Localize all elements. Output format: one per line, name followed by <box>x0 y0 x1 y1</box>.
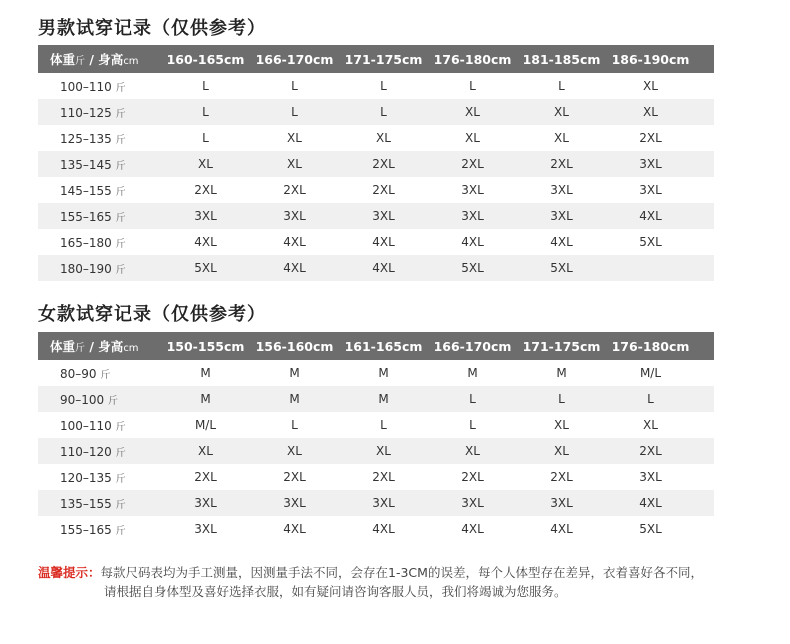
size-cell: 5XL <box>639 522 662 536</box>
header-height-range: 160-165cm <box>166 51 245 67</box>
row-weight-unit: 斤 <box>115 238 126 250</box>
row-weight-range: 100–110 <box>60 418 112 433</box>
size-cell: L <box>380 105 387 119</box>
size-cell: M <box>378 366 389 380</box>
size-cell: 5XL <box>194 261 217 275</box>
size-cell: 2XL <box>372 183 395 197</box>
header-height-range: 166-170cm <box>255 51 334 67</box>
size-cell: M <box>200 392 211 406</box>
row-weight <box>38 105 161 120</box>
header-height-unit: cm <box>123 56 139 67</box>
table-row <box>38 386 714 412</box>
row-weight-range: 110–125 <box>60 105 112 120</box>
size-cell: 4XL <box>550 522 573 536</box>
header-height-range: 186-190cm <box>611 51 690 67</box>
size-cell: XL <box>287 131 302 145</box>
row-weight <box>38 157 161 172</box>
size-cell: 2XL <box>372 470 395 484</box>
size-cell: 3XL <box>639 183 662 197</box>
row-weight-range: 155–165 <box>60 209 112 224</box>
size-cell: 5XL <box>639 235 662 249</box>
row-weight <box>38 496 161 511</box>
size-cell: L <box>202 79 209 93</box>
size-cell: L <box>202 105 209 119</box>
row-weight-range: 80–90 <box>60 366 97 381</box>
size-cell: 2XL <box>283 470 306 484</box>
size-cell: XL <box>465 105 480 119</box>
size-cell: 4XL <box>461 522 484 536</box>
size-cell: 3XL <box>194 209 217 223</box>
header-height-range: 161-165cm <box>344 338 423 354</box>
row-weight-range: 110–120 <box>60 444 112 459</box>
women-table-title: 女款试穿记录（仅供参考） <box>38 304 266 325</box>
size-cell: 4XL <box>283 261 306 275</box>
size-cell: 3XL <box>639 470 662 484</box>
size-cell: L <box>558 392 565 406</box>
size-cell: 3XL <box>461 209 484 223</box>
size-cell: 4XL <box>283 522 306 536</box>
row-weight-range: 180–190 <box>60 261 112 276</box>
row-weight <box>38 444 161 459</box>
size-cell: L <box>291 105 298 119</box>
row-weight <box>38 522 161 537</box>
women-size-table <box>38 332 714 542</box>
size-cell: XL <box>554 105 569 119</box>
size-cell: 4XL <box>461 235 484 249</box>
size-cell: M <box>378 392 389 406</box>
size-cell: 3XL <box>550 496 573 510</box>
size-cell: 3XL <box>639 157 662 171</box>
tip-line-1: 每款尺码表均为手工测量，因测量手法不同，会存在1-3CM的误差，每个人体型存在差异，衣着喜好各不同， <box>100 565 703 580</box>
size-cell: M <box>200 366 211 380</box>
header-weight-height <box>38 337 161 355</box>
row-weight-unit: 斤 <box>115 447 126 459</box>
size-cell: 3XL <box>283 496 306 510</box>
size-cell: 2XL <box>372 157 395 171</box>
table-row <box>38 99 714 125</box>
header-weight-height <box>38 50 161 68</box>
row-weight-unit: 斤 <box>115 212 126 224</box>
row-weight-unit: 斤 <box>115 264 126 276</box>
size-cell: 4XL <box>194 235 217 249</box>
header-separator: / <box>85 339 99 354</box>
size-cell: XL <box>554 131 569 145</box>
men-size-table <box>38 45 714 281</box>
header-height-range: 150-155cm <box>166 338 245 354</box>
size-cell: XL <box>465 131 480 145</box>
size-cell: 2XL <box>461 470 484 484</box>
size-cell: 2XL <box>194 183 217 197</box>
size-cell: L <box>291 79 298 93</box>
size-cell: 4XL <box>639 496 662 510</box>
size-cell: XL <box>643 105 658 119</box>
size-cell: XL <box>643 418 658 432</box>
size-cell: XL <box>554 444 569 458</box>
row-weight <box>38 418 161 433</box>
size-cell: L <box>469 418 476 432</box>
table-header-row <box>38 45 714 73</box>
table-row <box>38 438 714 464</box>
table-row <box>38 464 714 490</box>
row-weight-range: 100–110 <box>60 79 112 94</box>
row-weight-unit: 斤 <box>100 369 111 381</box>
table-row <box>38 412 714 438</box>
row-weight-unit: 斤 <box>108 395 119 407</box>
size-cell: 3XL <box>283 209 306 223</box>
row-weight-unit: 斤 <box>115 160 126 172</box>
row-weight <box>38 209 161 224</box>
row-weight-range: 155–165 <box>60 522 112 537</box>
header-height-range: 176-180cm <box>433 51 512 67</box>
size-cell: L <box>647 392 654 406</box>
header-weight-unit: 斤 <box>75 56 86 67</box>
size-cell: L <box>291 418 298 432</box>
size-cell: 2XL <box>639 444 662 458</box>
size-cell: XL <box>376 444 391 458</box>
header-height-range: 176-180cm <box>611 338 690 354</box>
size-cell: 3XL <box>461 496 484 510</box>
size-cell: 4XL <box>372 522 395 536</box>
header-separator: / <box>85 52 99 67</box>
size-cell: L <box>202 131 209 145</box>
table-row <box>38 516 714 542</box>
size-cell: XL <box>376 131 391 145</box>
row-weight-unit: 斤 <box>115 108 126 120</box>
size-cell: 4XL <box>372 261 395 275</box>
row-weight <box>38 131 161 146</box>
row-weight-unit: 斤 <box>115 134 126 146</box>
size-cell: 5XL <box>550 261 573 275</box>
size-cell: L <box>469 79 476 93</box>
row-weight-unit: 斤 <box>115 525 126 537</box>
row-weight-unit: 斤 <box>115 421 126 433</box>
size-cell: 2XL <box>283 183 306 197</box>
size-cell: M <box>289 392 300 406</box>
size-cell: 2XL <box>461 157 484 171</box>
header-weight-unit: 斤 <box>75 343 86 354</box>
header-height-label: 身高 <box>98 52 124 67</box>
row-weight-unit: 斤 <box>115 186 126 198</box>
size-cell: XL <box>554 418 569 432</box>
size-cell: 2XL <box>550 157 573 171</box>
size-cell: 2XL <box>550 470 573 484</box>
row-weight <box>38 366 161 381</box>
size-cell: 3XL <box>550 183 573 197</box>
header-height-range: 171-175cm <box>344 51 423 67</box>
table-row <box>38 255 714 281</box>
size-cell: 4XL <box>550 235 573 249</box>
row-weight <box>38 261 161 276</box>
size-cell: M <box>467 366 478 380</box>
size-cell: XL <box>287 444 302 458</box>
header-weight-label: 体重 <box>50 339 76 354</box>
table-row <box>38 125 714 151</box>
size-cell: 2XL <box>194 470 217 484</box>
table-row <box>38 177 714 203</box>
row-weight-range: 135–155 <box>60 496 112 511</box>
size-cell: XL <box>198 157 213 171</box>
size-cell: XL <box>465 444 480 458</box>
header-height-unit: cm <box>123 343 139 354</box>
header-height-range: 181-185cm <box>522 51 601 67</box>
size-cell: L <box>380 418 387 432</box>
size-cell: 3XL <box>194 496 217 510</box>
size-cell: 3XL <box>461 183 484 197</box>
men-table-title: 男款试穿记录（仅供参考） <box>38 18 266 39</box>
table-header-row <box>38 332 714 360</box>
tip-note <box>38 563 758 601</box>
row-weight-range: 165–180 <box>60 235 112 250</box>
header-weight-label: 体重 <box>50 52 76 67</box>
row-weight <box>38 470 161 485</box>
size-cell: M/L <box>194 418 217 432</box>
row-weight-range: 90–100 <box>60 392 105 407</box>
size-cell: 3XL <box>194 522 217 536</box>
size-cell: M/L <box>639 366 662 380</box>
header-height-range: 166-170cm <box>433 338 512 354</box>
size-cell: M <box>556 366 567 380</box>
table-row <box>38 490 714 516</box>
size-cell: 3XL <box>372 496 395 510</box>
row-weight <box>38 392 161 407</box>
row-weight <box>38 235 161 250</box>
row-weight <box>38 79 161 94</box>
table-row <box>38 73 714 99</box>
table-row <box>38 151 714 177</box>
row-weight-range: 125–135 <box>60 131 112 146</box>
row-weight-unit: 斤 <box>115 499 126 511</box>
table-row <box>38 360 714 386</box>
size-cell: 4XL <box>372 235 395 249</box>
header-height-range: 156-160cm <box>255 338 334 354</box>
table-row <box>38 229 714 255</box>
tip-line-2: 请根据自身体型及喜好选择衣服，如有疑问请咨询客服人员，我们将竭诚为您服务。 <box>104 584 567 599</box>
row-weight-unit: 斤 <box>115 82 126 94</box>
row-weight <box>38 183 161 198</box>
header-height-range: 171-175cm <box>522 338 601 354</box>
size-cell: XL <box>287 157 302 171</box>
row-weight-range: 120–135 <box>60 470 112 485</box>
size-cell: 2XL <box>639 131 662 145</box>
size-cell: XL <box>198 444 213 458</box>
size-cell: 5XL <box>461 261 484 275</box>
size-cell: 4XL <box>283 235 306 249</box>
row-weight-unit: 斤 <box>115 473 126 485</box>
row-weight-range: 135–145 <box>60 157 112 172</box>
size-cell: 3XL <box>550 209 573 223</box>
size-cell: L <box>469 392 476 406</box>
tip-label: 温馨提示： <box>38 565 101 580</box>
size-cell: L <box>380 79 387 93</box>
table-row <box>38 203 714 229</box>
row-weight-range: 145–155 <box>60 183 112 198</box>
size-cell: 4XL <box>639 209 662 223</box>
size-cell: 3XL <box>372 209 395 223</box>
size-cell: M <box>289 366 300 380</box>
size-cell: XL <box>643 79 658 93</box>
header-height-label: 身高 <box>98 339 124 354</box>
size-cell: L <box>558 79 565 93</box>
